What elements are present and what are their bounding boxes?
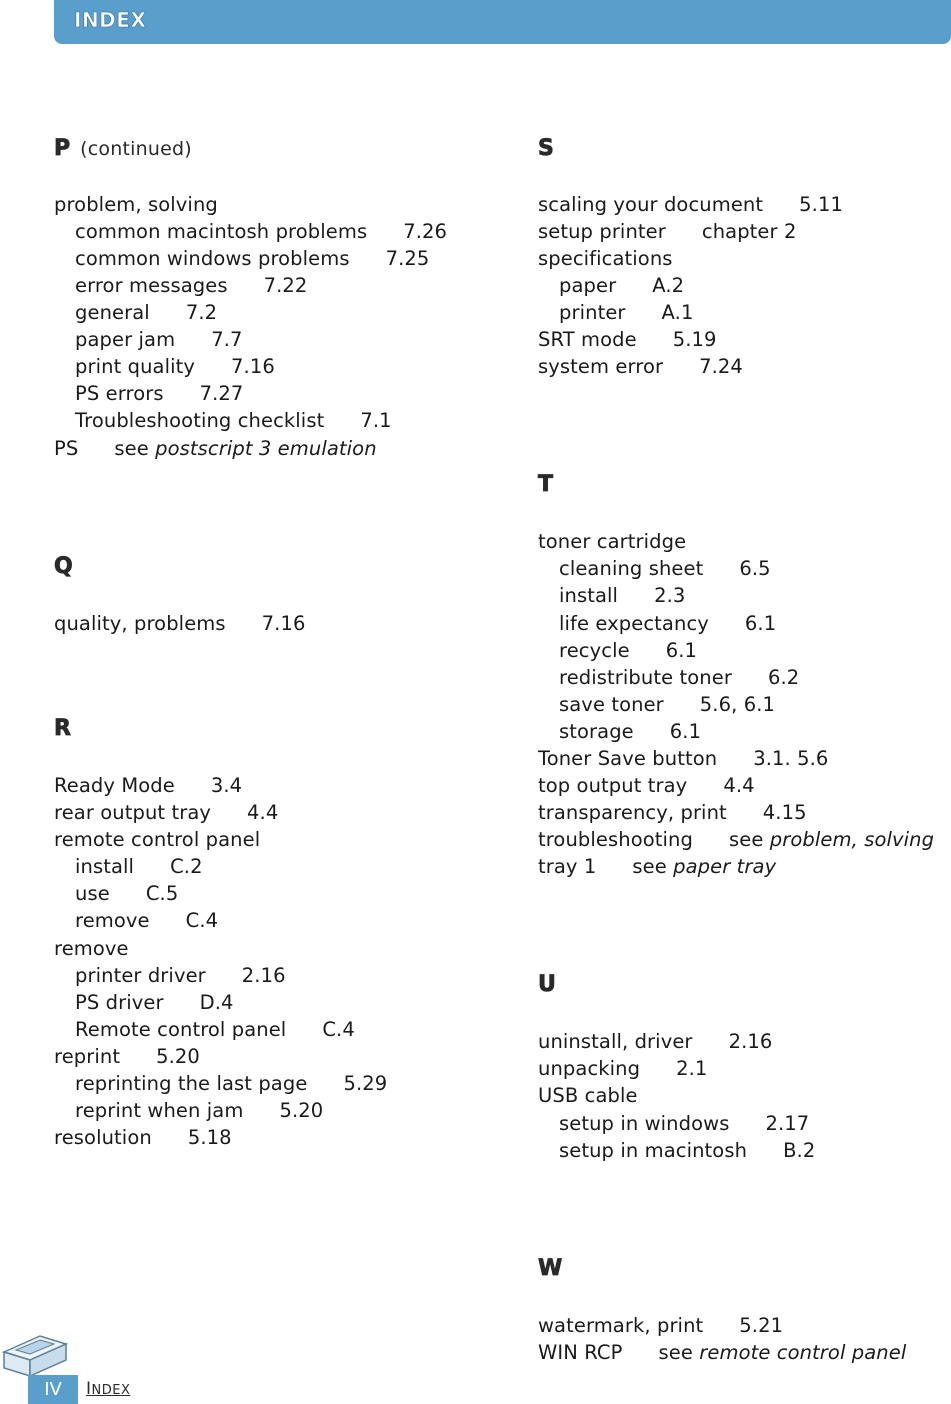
index-entry: remote control panel [54, 828, 261, 851]
index-subentry: reprinting the last page 5.29 [75, 1072, 388, 1095]
index-subentry: save toner 5.6, 6.1 [559, 693, 776, 716]
index-entry: resolution 5.18 [54, 1126, 232, 1149]
index-entry: tray 1 see paper tray [538, 855, 777, 878]
index-subentry: reprint when jam 5.20 [75, 1099, 324, 1122]
index-subentry: recycle 6.1 [559, 639, 697, 662]
index-entry: troubleshooting see problem, solving [538, 828, 935, 851]
index-subentry: life expectancy 6.1 [559, 612, 777, 635]
index-subentry: general 7.2 [75, 301, 218, 324]
index-subentry: setup in macintosh B.2 [559, 1139, 816, 1162]
index-subentry: setup in windows 2.17 [559, 1112, 810, 1135]
section-heading-u: U [538, 972, 556, 997]
index-entry: setup printer chapter 2 [538, 220, 797, 243]
index-subentry: print quality 7.16 [75, 355, 275, 378]
index-subentry: use C.5 [75, 882, 179, 905]
index-subentry: error messages 7.22 [75, 274, 308, 297]
index-entry: WIN RCP see remote control panel [538, 1341, 907, 1364]
index-entry: toner cartridge [538, 530, 687, 553]
index-subentry: PS errors 7.27 [75, 382, 244, 405]
index-entry: problem, solving [54, 193, 218, 216]
index-subentry: cleaning sheet 6.5 [559, 557, 771, 580]
index-entry: top output tray 4.4 [538, 774, 755, 797]
index-subentry: storage 6.1 [559, 720, 702, 743]
index-entry: reprint 5.20 [54, 1045, 200, 1068]
index-entry: transparency, print 4.15 [538, 801, 807, 824]
index-entry: specifications [538, 247, 673, 270]
index-subentry: Remote control panel C.4 [75, 1018, 355, 1041]
section-heading-q: Q [54, 554, 73, 579]
index-subentry: remove C.4 [75, 909, 219, 932]
index-subentry: common macintosh problems 7.26 [75, 220, 448, 243]
section-heading-w: W [538, 1256, 563, 1281]
index-entry: USB cable [538, 1084, 638, 1107]
index-subentry: redistribute toner 6.2 [559, 666, 800, 689]
header-bar [54, 0, 951, 44]
index-subentry: printer driver 2.16 [75, 964, 286, 987]
index-entry: Toner Save button 3.1. 5.6 [538, 747, 829, 770]
index-subentry: Troubleshooting checklist 7.1 [75, 409, 392, 432]
index-entry: quality, problems 7.16 [54, 612, 306, 635]
index-subentry: PS driver D.4 [75, 991, 234, 1014]
index-subentry: paper A.2 [559, 274, 685, 297]
footer-section-label: INDEX [86, 1379, 131, 1399]
index-entry: rear output tray 4.4 [54, 801, 279, 824]
index-entry: watermark, print 5.21 [538, 1314, 784, 1337]
index-entry: unpacking 2.1 [538, 1057, 708, 1080]
section-heading-t: T [538, 472, 554, 497]
continued-note: (continued) [80, 138, 192, 160]
section-heading-s: S [538, 136, 554, 161]
index-entry: PS see postscript 3 emulation [54, 437, 377, 460]
index-subentry: printer A.1 [559, 301, 694, 324]
index-entry: remove [54, 937, 129, 960]
index-entry: Ready Mode 3.4 [54, 774, 243, 797]
page-number: IV [28, 1375, 78, 1404]
page-title: INDEX [74, 8, 147, 32]
index-entry: scaling your document 5.11 [538, 193, 843, 216]
index-subentry: install 2.3 [559, 584, 686, 607]
index-entry: SRT mode 5.19 [538, 328, 717, 351]
section-heading-p: P (continued) [54, 136, 192, 161]
index-subentry: paper jam 7.7 [75, 328, 243, 351]
index-entry: uninstall, driver 2.16 [538, 1030, 773, 1053]
index-subentry: install C.2 [75, 855, 203, 878]
section-heading-r: R [54, 716, 71, 741]
index-entry: system error 7.24 [538, 355, 743, 378]
index-subentry: common windows problems 7.25 [75, 247, 430, 270]
